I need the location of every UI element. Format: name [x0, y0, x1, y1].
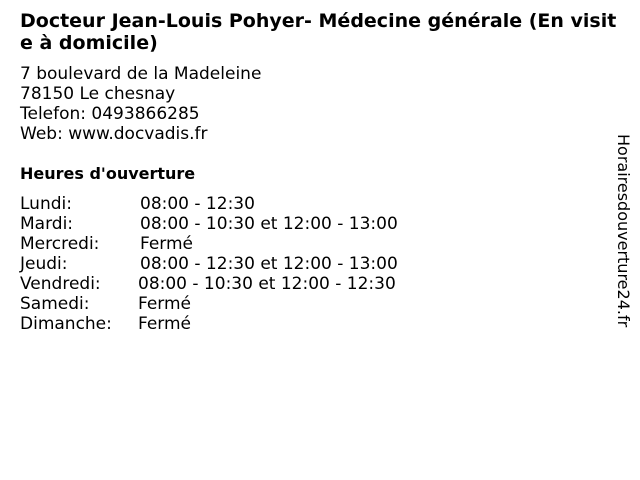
day-label: Vendredi:	[20, 274, 101, 294]
address-line-city: 78150 Le chesnay	[20, 84, 176, 104]
website-link[interactable]: Web: www.docvadis.fr	[20, 124, 208, 144]
time-range: 08:00 - 12:30 et 12:00 - 13:00	[140, 254, 398, 274]
contact-block	[20, 64, 261, 144]
time-range: 08:00 - 10:30 et 12:00 - 13:00	[140, 214, 398, 234]
day-label: Dimanche:	[20, 314, 112, 334]
address-line-street: 7 boulevard de la Madeleine	[20, 64, 262, 84]
time-range: 08:00 - 12:30	[140, 194, 255, 214]
opening-hours-heading: Heures d'ouverture	[20, 164, 196, 183]
day-label: Mercredi:	[20, 234, 100, 254]
time-range: Fermé	[138, 294, 192, 314]
day-label: Mardi:	[20, 214, 74, 234]
day-label: Samedi:	[20, 294, 90, 314]
day-label: Jeudi:	[20, 254, 68, 274]
time-range: 08:00 - 10:30 et 12:00 - 12:30	[138, 274, 396, 294]
listing-title: Docteur Jean-Louis Pohyer- Médecine générale (En visite à domicile)	[20, 10, 617, 54]
site-watermark: Horairesdouverture24.fr	[614, 134, 633, 328]
day-label: Lundi:	[20, 194, 72, 214]
time-range: Fermé	[140, 234, 194, 254]
time-range: Fermé	[138, 314, 192, 334]
phone-number: Telefon: 0493866285	[20, 104, 200, 124]
